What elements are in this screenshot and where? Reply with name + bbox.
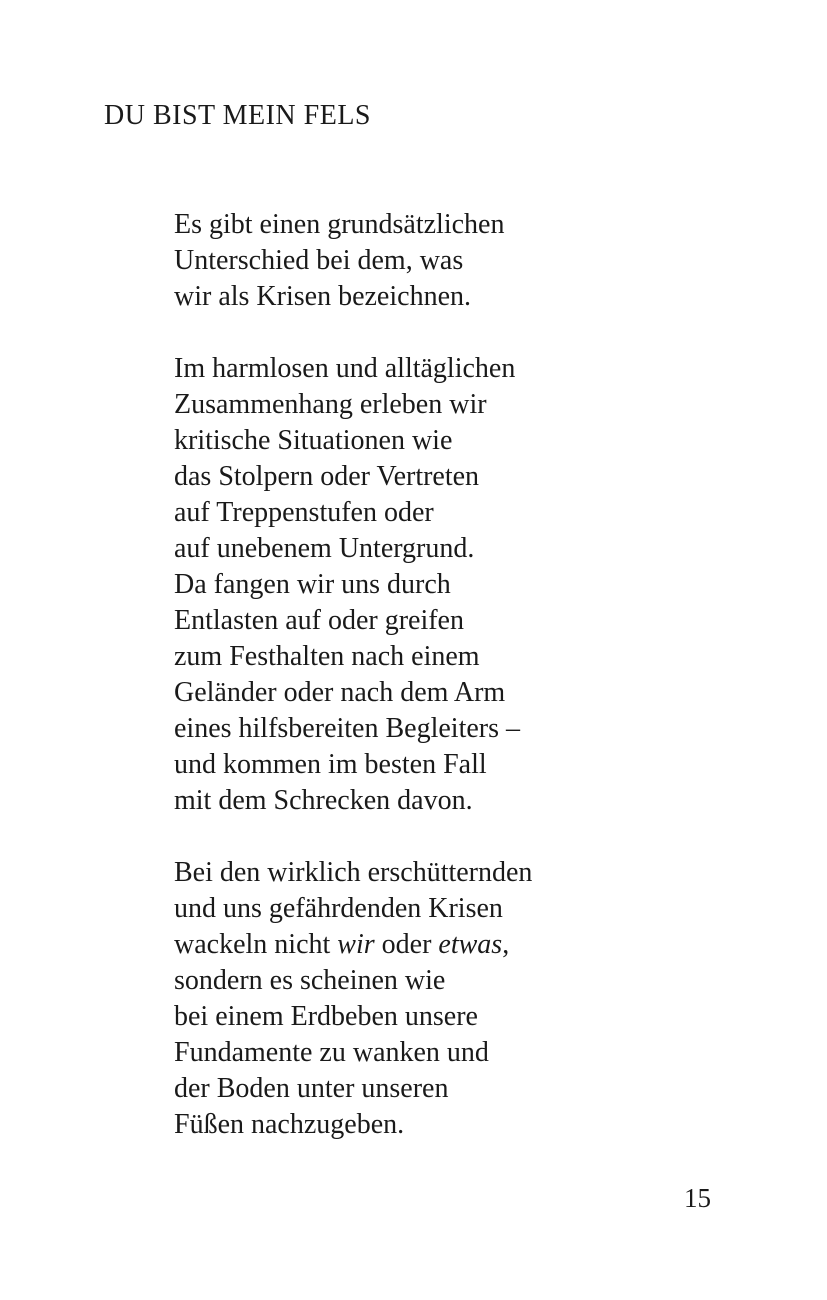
stanza-2 bbox=[174, 351, 794, 819]
poem-line: Fundamente zu wanken und bbox=[174, 1037, 489, 1068]
poem-line: Im harmlosen und alltäglichen bbox=[174, 353, 516, 384]
line-punct: , bbox=[502, 929, 510, 960]
poem-line: kritische Situationen wie bbox=[174, 425, 453, 456]
poem-line: und kommen im besten Fall bbox=[174, 749, 487, 780]
poem-line: Es gibt einen grundsätzlichen bbox=[174, 209, 505, 240]
poem-line: Füßen nachzugeben. bbox=[174, 1109, 405, 1140]
poem-line: der Boden unter unseren bbox=[174, 1073, 449, 1104]
stanza-1 bbox=[174, 207, 794, 315]
poem-line: wir als Krisen bezeichnen. bbox=[174, 281, 471, 312]
page-title: DU BIST MEIN FELS bbox=[104, 100, 372, 131]
poem-line: Geländer oder nach dem Arm bbox=[174, 677, 506, 708]
emphasis-word: wir bbox=[337, 929, 375, 960]
line-connector: oder bbox=[381, 929, 432, 960]
poem-line: mit dem Schrecken davon. bbox=[174, 785, 473, 816]
poem-line: Bei den wirklich erschütternden bbox=[174, 857, 533, 888]
poem-line: auf Treppenstufen oder bbox=[174, 497, 434, 528]
poem-line-emphasis bbox=[174, 927, 794, 963]
poem-line: das Stolpern oder Vertreten bbox=[174, 461, 480, 492]
poem-line: Zusammenhang erleben wir bbox=[174, 389, 487, 420]
poem-line: auf unebenem Untergrund. bbox=[174, 533, 475, 564]
poem-line: Unterschied bei dem, was bbox=[174, 245, 464, 276]
line-lead: wackeln nicht bbox=[174, 929, 331, 960]
poem-line: zum Festhalten nach einem bbox=[174, 641, 480, 672]
poem-line: sondern es scheinen wie bbox=[174, 965, 446, 996]
poem-line: bei einem Erdbeben unsere bbox=[174, 1001, 478, 1032]
poem-line: eines hilfsbereiten Begleiters – bbox=[174, 713, 520, 744]
page-number: 15 bbox=[684, 1183, 711, 1213]
poem-line: Entlasten auf oder greifen bbox=[174, 605, 464, 636]
stanza-3 bbox=[174, 855, 794, 1143]
poem-body bbox=[174, 207, 794, 1143]
emphasis-word: etwas bbox=[438, 929, 503, 960]
poem-line: Da fangen wir uns durch bbox=[174, 569, 451, 600]
poem-line: und uns gefährdenden Krisen bbox=[174, 893, 503, 924]
